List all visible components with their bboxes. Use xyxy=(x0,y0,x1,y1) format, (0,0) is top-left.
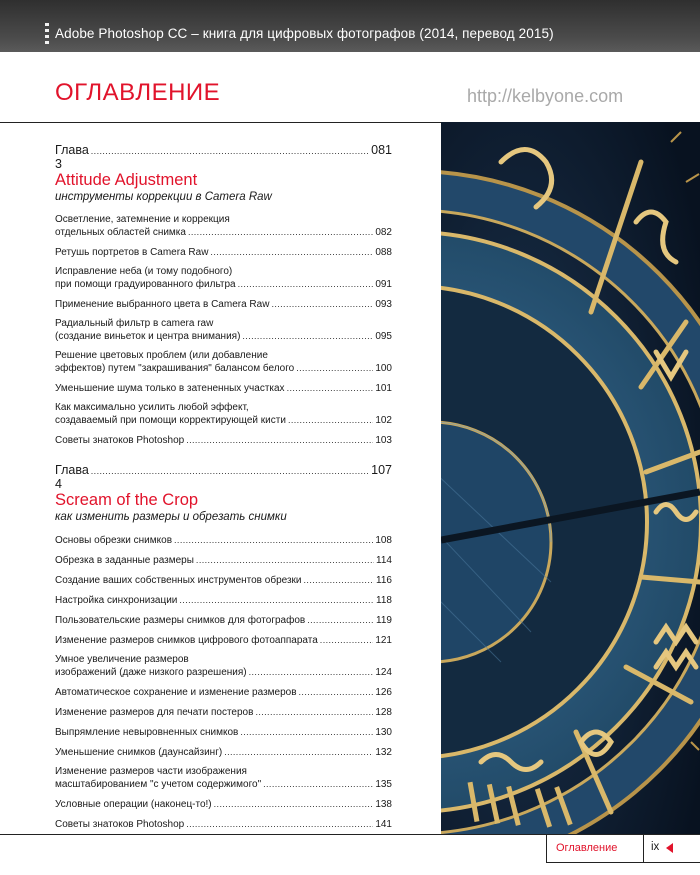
toc-entry-line: Умное увеличение размеров xyxy=(55,654,189,665)
toc-entry-last-line xyxy=(55,330,392,343)
toc-entry-last-line xyxy=(55,554,392,567)
toc-entry[interactable] xyxy=(55,382,392,395)
toc-entry-line: Изменение размеров части изображения xyxy=(55,766,247,777)
toc-entry-last-line xyxy=(55,634,392,647)
dot-leader xyxy=(238,278,374,291)
toc-entry[interactable] xyxy=(55,634,392,647)
dot-leader xyxy=(91,463,369,477)
toc-entry-last-line xyxy=(55,226,392,239)
toc-entry-page: 095 xyxy=(375,331,392,342)
toc-entry-page: 126 xyxy=(375,687,392,698)
toc-entry-page: 128 xyxy=(375,707,392,718)
toc-entry-line: Радиальный фильтр в camera raw xyxy=(55,318,214,329)
toc-entry-text: Применение выбранного цвета в Camera Raw xyxy=(55,299,270,310)
toc-entry-text: Уменьшение снимков (даунсайзинг) xyxy=(55,747,223,758)
toc-entry-page: 121 xyxy=(375,635,392,646)
chapter-label: Глава 4 xyxy=(55,463,89,491)
toc-entry-last-line xyxy=(55,574,392,587)
toc-entry-text: Изменение размеров снимков цифрового фотоаппарата xyxy=(55,635,318,646)
toc-entry-text: Настройка синхронизации xyxy=(55,595,178,606)
dot-leader xyxy=(255,706,373,719)
dot-leader xyxy=(242,330,373,343)
toc-entry-text: изображений (даже низкого разрешения) xyxy=(55,667,247,678)
toc-entry-last-line xyxy=(55,686,392,699)
dot-leader xyxy=(249,666,374,679)
toc-entry-last-line xyxy=(55,298,392,311)
dot-leader xyxy=(224,746,373,759)
toc-entry-last-line xyxy=(55,726,392,739)
toc-entry-page: 118 xyxy=(376,595,392,606)
dot-leader xyxy=(287,382,374,395)
toc-entry-page: 102 xyxy=(375,415,392,426)
dot-leader xyxy=(263,778,373,791)
toc-entry-last-line xyxy=(55,382,392,395)
dot-leader xyxy=(304,574,375,587)
toc-entry-line: Осветление, затемнение и коррекция xyxy=(55,214,230,225)
chapter-title: Attitude Adjustment xyxy=(55,171,198,189)
toc-entry-text: Условные операции (наконец-то!) xyxy=(55,799,212,810)
dot-leader xyxy=(296,362,373,375)
toc-entry-text: Основы обрезки снимков xyxy=(55,535,173,546)
toc-entry[interactable] xyxy=(55,298,392,311)
toc-entry-last-line xyxy=(55,778,392,791)
toc-entry-text: Советы знатоков Photoshop xyxy=(55,435,185,446)
toc-entry-text: Обрезка в заданные размеры xyxy=(55,555,194,566)
dot-leader xyxy=(179,594,374,607)
toc-entry-page: 093 xyxy=(375,299,392,310)
chapter-section xyxy=(55,463,392,831)
toc-entry-page: 130 xyxy=(375,727,392,738)
toc-entry-page: 100 xyxy=(375,363,392,374)
chapter-page: 081 xyxy=(371,143,392,157)
toc-entry-page: 082 xyxy=(375,227,392,238)
chapter-subtitle: инструменты коррекции в Camera Raw xyxy=(55,191,272,203)
toc-entry-text: Уменьшение шума только в затененных участках xyxy=(55,383,285,394)
toc-entry-text: отдельных областей снимка xyxy=(55,227,186,238)
dot-leader xyxy=(210,246,373,259)
page-title: ОГЛАВЛЕНИЕ xyxy=(55,79,221,106)
dot-leader xyxy=(240,726,373,739)
toc-entry-page: 119 xyxy=(376,615,392,626)
toc-entry-text: Изменение размеров для печати постеров xyxy=(55,707,254,718)
toc-entry-line: Решение цветовых проблем (или добавление xyxy=(55,350,268,361)
chapter-label: Глава 3 xyxy=(55,143,89,171)
table-of-contents xyxy=(55,143,392,841)
toc-entry[interactable] xyxy=(55,746,392,759)
dot-leader xyxy=(196,554,374,567)
toc-entry[interactable] xyxy=(55,766,392,791)
chapter-section xyxy=(55,143,392,447)
toc-entry[interactable] xyxy=(55,726,392,739)
chapter-title: Scream of the Crop xyxy=(55,491,199,509)
footer-section-label[interactable]: Оглавление xyxy=(556,842,618,854)
toc-entry-last-line xyxy=(55,246,392,259)
toc-entry[interactable] xyxy=(55,706,392,719)
toc-entry-page: 141 xyxy=(375,819,392,830)
toc-entry-text: масштабированием "с учетом содержимого" xyxy=(55,779,262,790)
dot-leader xyxy=(307,614,374,627)
toc-entry-page: 088 xyxy=(375,247,392,258)
toc-entry-last-line xyxy=(55,706,392,719)
toc-entry[interactable] xyxy=(55,686,392,699)
toc-entry-page: 116 xyxy=(376,575,392,586)
toc-entry[interactable] xyxy=(55,654,392,679)
toc-entry[interactable] xyxy=(55,402,392,427)
toc-entry[interactable] xyxy=(55,350,392,375)
toc-entry-text: Пользовательские размеры снимков для фотографов xyxy=(55,615,306,626)
toc-entry-page: 135 xyxy=(375,779,392,790)
toc-entry[interactable] xyxy=(55,818,392,831)
dot-leader xyxy=(214,798,374,811)
toc-entry-text: создаваемый при помощи корректирующей кисти xyxy=(55,415,286,426)
toc-entry-last-line xyxy=(55,798,392,811)
toc-entry[interactable] xyxy=(55,574,392,587)
astronomical-clock-photo xyxy=(441,122,700,834)
dot-leader xyxy=(320,634,374,647)
book-title: Adobe Photoshop CC – книга для цифровых фотографов (2014, перевод 2015) xyxy=(55,26,554,41)
toc-entry[interactable] xyxy=(55,266,392,291)
dot-leader xyxy=(271,298,373,311)
toc-entry-last-line xyxy=(55,614,392,627)
toc-entry-text: Советы знатоков Photoshop xyxy=(55,819,185,830)
toc-entry-page: 124 xyxy=(375,667,392,678)
toc-entry-text: Ретушь портретов в Camera Raw xyxy=(55,247,209,258)
toc-entry-text: Выпрямление невыровненных снимков xyxy=(55,727,239,738)
dot-leader xyxy=(299,686,374,699)
toc-entry-last-line xyxy=(55,818,392,831)
toc-entry[interactable] xyxy=(55,434,392,447)
toc-entry-page: 108 xyxy=(375,535,392,546)
toc-entry-last-line xyxy=(55,746,392,759)
toc-entry[interactable] xyxy=(55,214,392,239)
toc-entry-last-line xyxy=(55,534,392,547)
footer-page-number: ix xyxy=(651,841,660,853)
chapter-subtitle: как изменить размеры и обрезать снимки xyxy=(55,511,287,523)
toc-entry-text: при помощи градуированного фильтра xyxy=(55,279,236,290)
toc-entry-line: Как максимально усилить любой эффект, xyxy=(55,402,249,413)
toc-entry-last-line xyxy=(55,362,392,375)
dot-leader xyxy=(186,434,373,447)
toc-entry-text: Автоматическое сохранение и изменение размеров xyxy=(55,687,297,698)
chapter-heading[interactable] xyxy=(55,143,392,171)
header-bar xyxy=(0,0,700,52)
left-triangle-icon[interactable] xyxy=(666,843,673,853)
header-dots-decoration xyxy=(45,23,49,47)
chapter-page: 107 xyxy=(371,463,392,477)
toc-entry-last-line xyxy=(55,594,392,607)
dot-leader xyxy=(186,818,373,831)
site-url[interactable]: http://kelbyone.com xyxy=(467,86,624,106)
toc-entry[interactable] xyxy=(55,798,392,811)
dot-leader xyxy=(174,534,373,547)
toc-entry-text: Создание ваших собственных инструментов обрезки xyxy=(55,575,302,586)
toc-entry-last-line xyxy=(55,434,392,447)
dot-leader xyxy=(288,414,373,427)
toc-entry[interactable] xyxy=(55,594,392,607)
toc-entry-page: 138 xyxy=(375,799,392,810)
toc-entry[interactable] xyxy=(55,614,392,627)
toc-entry-page: 101 xyxy=(375,383,392,394)
footer-divider xyxy=(643,834,644,862)
dot-leader xyxy=(91,143,369,157)
toc-entry-last-line xyxy=(55,414,392,427)
toc-entry[interactable] xyxy=(55,318,392,343)
toc-entry[interactable] xyxy=(55,246,392,259)
toc-entry-page: 091 xyxy=(375,279,392,290)
toc-entry-last-line xyxy=(55,278,392,291)
toc-entry[interactable] xyxy=(55,534,392,547)
dot-leader xyxy=(188,226,373,239)
chapter-heading[interactable] xyxy=(55,463,392,491)
toc-entry-last-line xyxy=(55,666,392,679)
toc-entry-text: (создание виньеток и центра внимания) xyxy=(55,331,241,342)
toc-entry[interactable] xyxy=(55,554,392,567)
toc-entry-line: Исправление неба (и тому подобного) xyxy=(55,266,233,277)
toc-entry-page: 114 xyxy=(376,555,392,566)
toc-entry-page: 132 xyxy=(375,747,392,758)
toc-entry-page: 103 xyxy=(375,435,392,446)
toc-entry-text: эффектов) путем "закрашивания" балансом белого xyxy=(55,363,295,374)
